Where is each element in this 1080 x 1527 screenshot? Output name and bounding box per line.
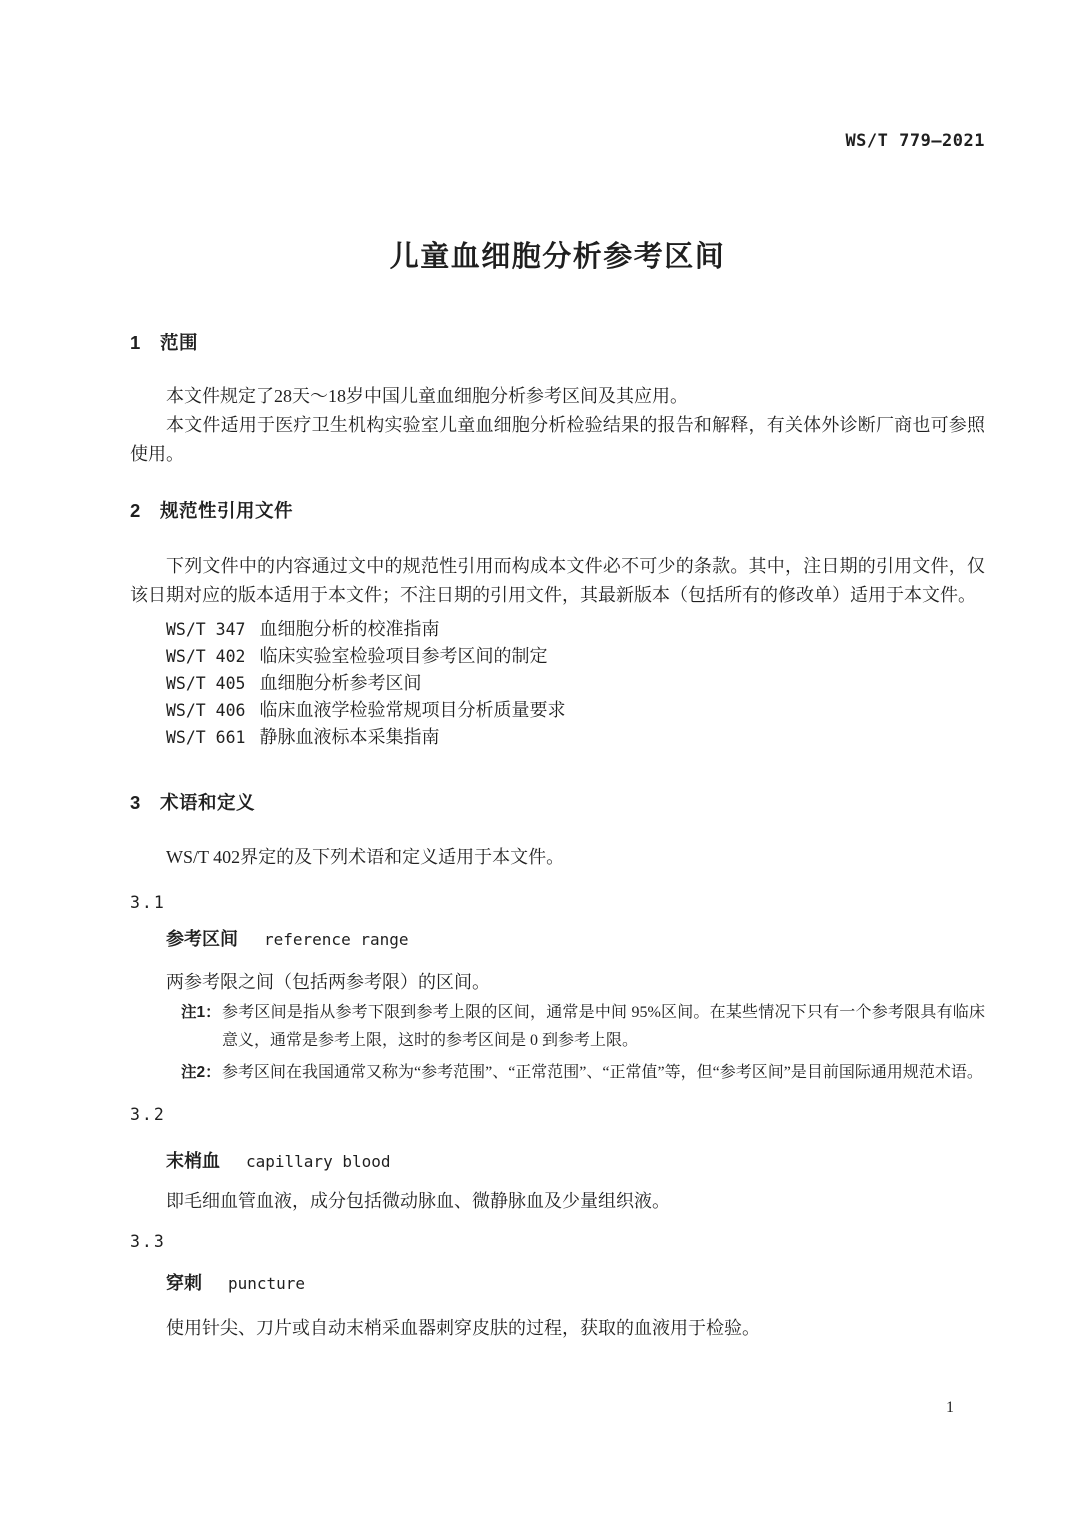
section-1-number: 1 bbox=[130, 332, 141, 353]
note-label: 注1： bbox=[181, 1004, 221, 1021]
term-en: puncture bbox=[228, 1274, 306, 1293]
section-2-title: 规范性引用文件 bbox=[160, 500, 294, 521]
reference-title: 血细胞分析参考区间 bbox=[259, 673, 422, 693]
reference-title: 静脉血液标本采集指南 bbox=[259, 727, 440, 747]
document-title: 儿童血细胞分析参考区间 bbox=[389, 241, 726, 273]
note-label: 注2： bbox=[181, 1064, 221, 1081]
section-1-title: 范围 bbox=[160, 332, 199, 353]
section-3-heading bbox=[130, 788, 985, 818]
page-number: 1 bbox=[946, 1399, 954, 1416]
term-definition: 使用针尖、刀片或自动末梢采血器刺穿皮肤的过程，获取的血液用于检验。 bbox=[166, 1318, 760, 1338]
term-definition: 两参考限之间（包括两参考限）的区间。 bbox=[166, 972, 490, 992]
reference-code: WS/T 347 bbox=[166, 620, 246, 639]
reference-title: 临床实验室检验项目参考区间的制定 bbox=[259, 646, 548, 666]
scope-paragraph-2: 本文件适用于医疗卫生机构实验室儿童血细胞分析检验结果的报告和解释，有关体外诊断厂商也可参照使用。 bbox=[130, 415, 985, 464]
section-1-heading bbox=[130, 328, 985, 358]
term-zh: 穿刺 bbox=[166, 1273, 202, 1293]
section-2-number: 2 bbox=[130, 500, 141, 521]
section-3-number: 3 bbox=[130, 792, 141, 813]
note-text: 参考区间是指从参考下限到参考上限的区间，通常是中间 95%区间。在某些情况下只有一个参考限具有临床意义，通常是参考上限，这时的参考区间是 0 到参考上限。 bbox=[222, 1004, 985, 1049]
reference-item bbox=[130, 724, 985, 751]
scope-paragraph-1: 本文件规定了28天～18岁中国儿童血细胞分析参考区间及其应用。 bbox=[166, 386, 688, 406]
reference-item bbox=[130, 697, 985, 724]
terms-intro-paragraph: WS/T 402界定的及下列术语和定义适用于本文件。 bbox=[166, 847, 565, 867]
reference-item bbox=[130, 670, 985, 697]
term-en: capillary blood bbox=[246, 1152, 391, 1171]
reference-title: 血细胞分析的校准指南 bbox=[259, 619, 440, 639]
term-heading-reference-range bbox=[130, 926, 985, 954]
term-note-2 bbox=[181, 1059, 985, 1087]
section-2-heading bbox=[130, 496, 985, 526]
term-zh: 末梢血 bbox=[166, 1151, 220, 1171]
section-3-title: 术语和定义 bbox=[160, 792, 256, 813]
term-heading-puncture bbox=[130, 1270, 985, 1298]
term-note-1 bbox=[181, 999, 985, 1055]
standard-code: WS/T 779—2021 bbox=[845, 131, 985, 151]
reference-item bbox=[130, 616, 985, 643]
normative-reference-list bbox=[130, 616, 985, 751]
reference-item bbox=[130, 643, 985, 670]
page-content bbox=[0, 132, 1080, 1343]
clause-number-3-1: 3.1 bbox=[130, 893, 166, 912]
reference-code: WS/T 405 bbox=[166, 674, 246, 693]
clause-number-3-3: 3.3 bbox=[130, 1232, 166, 1251]
term-definition: 即毛细血管血液，成分包括微动脉血、微静脉血及少量组织液。 bbox=[166, 1191, 670, 1211]
reference-title: 临床血液学检验常规项目分析质量要求 bbox=[259, 700, 566, 720]
term-zh: 参考区间 bbox=[166, 929, 238, 949]
term-en: reference range bbox=[264, 930, 409, 949]
reference-code: WS/T 402 bbox=[166, 647, 246, 666]
term-heading-capillary-blood bbox=[130, 1148, 985, 1176]
normative-intro-paragraph: 下列文件中的内容通过文中的规范性引用而构成本文件必不可少的条款。其中，注日期的引用文件，仅该日期对应的版本适用于本文件；不注日期的引用文件，其最新版本（包括所有的修改单）适用于本文件。 bbox=[130, 556, 985, 605]
reference-code: WS/T 406 bbox=[166, 701, 246, 720]
reference-code: WS/T 661 bbox=[166, 728, 246, 747]
note-text: 参考区间在我国通常又称为“参考范围”、“正常范围”、“正常值”等，但“参考区间”是目前国际通用规范术语。 bbox=[222, 1064, 983, 1081]
clause-number-3-2: 3.2 bbox=[130, 1105, 166, 1124]
document-header bbox=[130, 132, 985, 151]
